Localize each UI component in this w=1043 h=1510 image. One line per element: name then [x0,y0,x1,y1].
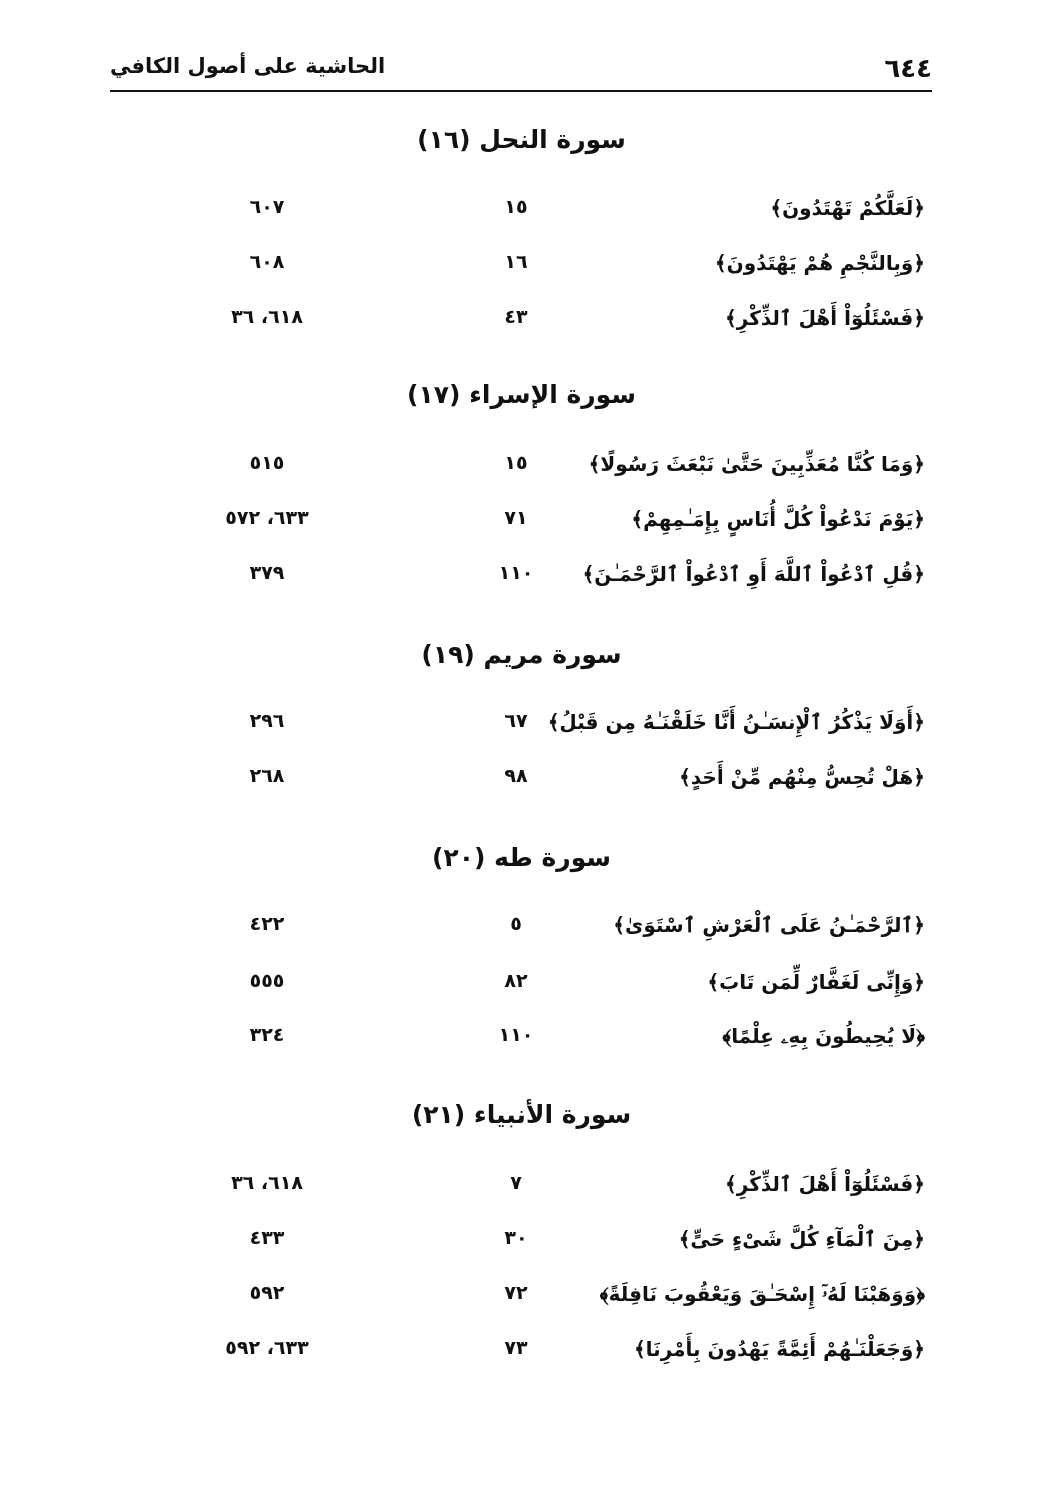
page-reference: ٥٩٢ [249,1282,285,1304]
page-reference: ٢٩٦ [249,710,285,732]
table-row [0,1337,1043,1377]
ayah-number: ٩٨ [504,765,528,787]
table-row [0,196,1043,236]
page-reference: ٤٣٣ [249,1227,285,1249]
verse-text: ﴿ٱلرَّحْمَـٰنُ عَلَى ٱلْعَرْشِ ٱسْتَوَىٰ﴾ [613,913,925,937]
ayah-number: ٧٢ [504,1282,528,1304]
page-reference: ٢٦٨ [249,765,285,787]
ayah-number: ٤٣ [504,306,528,328]
ayah-number: ٧٣ [504,1337,528,1359]
page-reference: ٥١٥ [249,452,285,474]
verse-text: ﴿وَإِنِّى لَغَفَّارٌ لِّمَن تَابَ﴾ [707,970,925,994]
page-reference: ٦١٨، ٣٦ [231,1172,303,1194]
page-reference: ٦٣٣، ٥٧٢ [225,507,309,529]
surah-title: سورة طه (٢٠) [432,843,611,872]
ayah-number: ٣٠ [504,1227,528,1249]
ayah-number: ٧ [510,1172,522,1194]
verse-text: ﴿مِنَ ٱلْمَآءِ كُلَّ شَىْءٍ حَىٍّ﴾ [678,1227,925,1251]
verse-text: ﴿هَلْ تُحِسُّ مِنْهُم مِّنْ أَحَدٍ﴾ [679,765,925,789]
page-reference: ٥٥٥ [249,970,285,992]
table-row [0,913,1043,953]
table-row [0,562,1043,602]
table-row [0,1024,1043,1064]
table-row [0,710,1043,750]
table-row [0,1282,1043,1322]
page-reference: ٣٢٤ [249,1024,285,1046]
table-row [0,1172,1043,1212]
table-row [0,306,1043,346]
page-reference: ٦١٨، ٣٦ [231,306,303,328]
page-reference: ٦٠٧ [249,196,285,218]
surah-title: سورة الأنبياء (٢١) [411,1100,632,1129]
ayah-number: ١١٠ [498,1024,534,1046]
ayah-number: ٥ [510,913,522,935]
page-number: ٦٤٤ [884,54,932,84]
page-reference: ٦٣٣، ٥٩٢ [225,1337,309,1359]
ayah-number: ٧١ [504,507,528,529]
verse-text: ﴿لَعَلَّكُمْ تَهْتَدُونَ﴾ [770,196,925,220]
verse-text: ﴿يَوْمَ نَدْعُواْ كُلَّ أُنَاسٍ بِإِمَـٰمِهِمْ﴾ [631,507,925,531]
table-row [0,452,1043,492]
ayah-number: ١١٠ [498,562,534,584]
ayah-number: ١٥ [504,452,528,474]
ayah-number: ٦٧ [504,710,528,732]
ayah-number: ١٦ [504,251,528,273]
ayah-number: ٨٢ [504,970,528,992]
running-title: الحاشية على أصول الكافي [110,54,386,78]
table-row [0,765,1043,805]
surah-title: سورة النحل (١٦) [417,125,626,154]
table-row [0,507,1043,547]
table-row [0,970,1043,1010]
verse-text: ﴿وَجَعَلْنَـٰهُمْ أَئِمَّةً يَهْدُونَ بِأَمْرِنَا﴾ [633,1337,925,1361]
page-reference: ٣٧٩ [249,562,285,584]
verse-text: ﴿وَوَهَبْنَا لَهُۥٓ إِسْحَـٰقَ وَيَعْقُوبَ نَافِلَةً﴾ [599,1282,925,1306]
table-row [0,1227,1043,1267]
ayah-number: ١٥ [504,196,528,218]
surah-title: سورة الإسراء (١٧) [407,380,636,409]
page-reference: ٤٢٢ [249,913,285,935]
verse-text: ﴿لَا يُحِيطُونَ بِهِۦ عِلْمًا﴾ [722,1024,925,1048]
verse-text: ﴿وَبِالنَّجْمِ هُمْ يَهْتَدُونَ﴾ [714,251,925,275]
table-row [0,251,1043,291]
surah-title: سورة مريم (١٩) [421,640,622,669]
verse-text: ﴿وَمَا كُنَّا مُعَذِّبِينَ حَتَّىٰ نَبْعَثَ رَسُولًا﴾ [588,452,925,476]
verse-text: ﴿فَسْئَلُوٓاْ أَهْلَ ٱلذِّكْرِ﴾ [725,306,925,330]
page-header [110,50,932,92]
verse-text: ﴿أَوَلَا يَذْكُرُ ٱلْإِنسَـٰنُ أَنَّا خَلَقْنَـٰهُ مِن قَبْلُ﴾ [547,710,925,734]
page-reference: ٦٠٨ [249,251,285,273]
verse-text: ﴿فَسْئَلُوٓاْ أَهْلَ ٱلذِّكْرِ﴾ [725,1172,925,1196]
verse-text: ﴿قُلِ ٱدْعُواْ ٱللَّهَ أَوِ ٱدْعُواْ ٱلرَّحْمَـٰنَ﴾ [582,562,925,586]
